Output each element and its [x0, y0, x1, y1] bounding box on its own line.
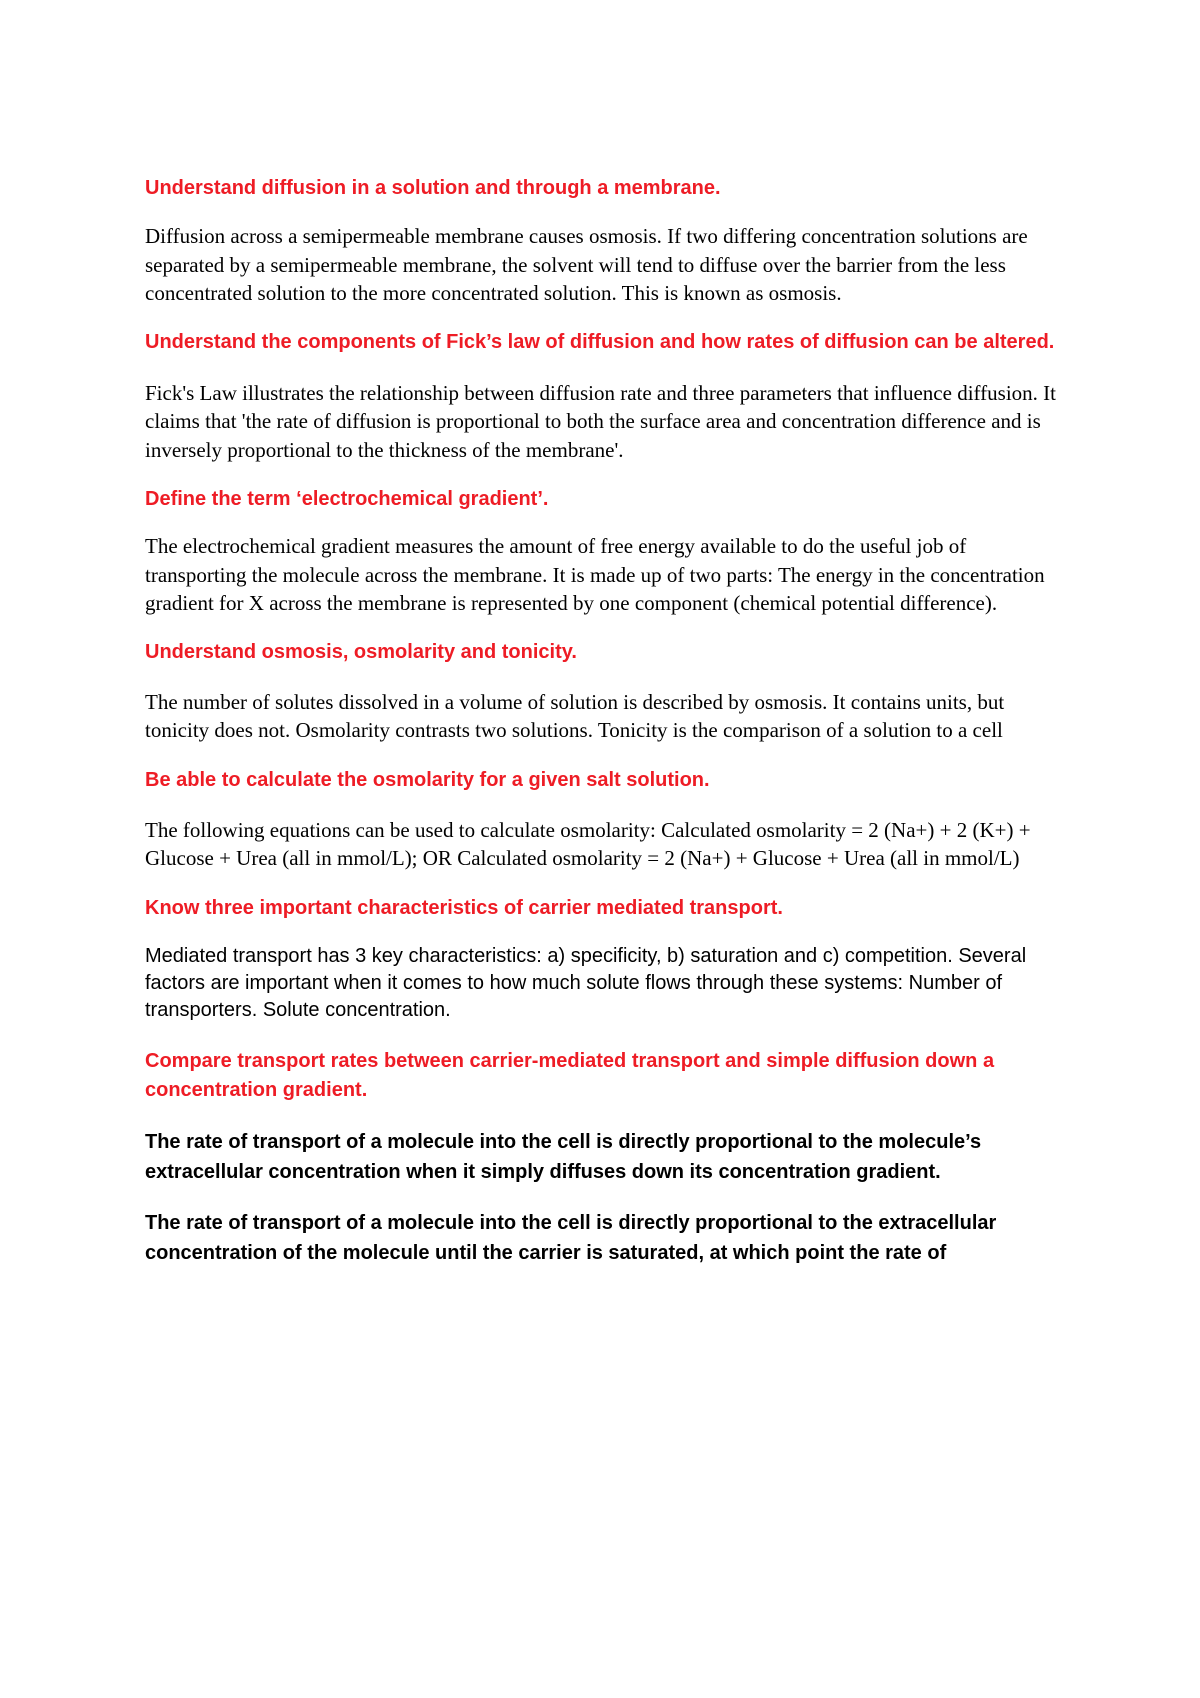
heading-osmolarity-calc: Be able to calculate the osmolarity for a given salt solution. [145, 768, 710, 791]
body-osmolarity-calc: The following equations can be used to calculate osmolarity: Calculated osmolarity = 2 (Na+) + 2 (K+) + Glucose + Urea (all in mmol/L); OR Calculated osmolarity = 2 (Na+) + Glucose + Urea (all in mmol/L) [145, 817, 1031, 870]
document-content [145, 174, 1065, 1268]
body-carrier-saturation: The rate of transport of a molecule into the cell is directly proportional to the extracellular concentration of the molecule until the carrier is saturated, at which point the rate of [145, 1211, 997, 1264]
body-ficks-law: Fick's Law illustrates the relationship between diffusion rate and three parameters that influence diffusion. It claims that 'the rate of diffusion is proportional to both the surface area and concentration difference and is inversely proportional to the thickness of the membrane'. [145, 380, 1056, 462]
heading-diffusion: Understand diffusion in a solution and through a membrane. [145, 177, 721, 199]
heading-transport-rates: Compare transport rates between carrier-mediated transport and simple diffusion down a concentration gradient. [145, 1049, 995, 1101]
body-carrier-mediated: Mediated transport has 3 key characteristics: a) specificity, b) saturation and c) competition. Several factors are important when it comes to how much solute flows through these systems: Number of transporters. Solute concentration. [145, 944, 1027, 1021]
body-electrochemical-gradient: The electrochemical gradient measures the amount of free energy available to do the useful job of transporting the molecule across the membrane. It is made up of two parts: The energy in the concentration gradient for X across the membrane is represented by one component (chemical potential difference). [145, 534, 1045, 615]
body-diffusion: Diffusion across a semipermeable membrane causes osmosis. If two differing concentration solutions are separated by a semipermeable membrane, the solvent will tend to diffuse over the barrier from the less concentrated solution to the more concentrated solution. This is known as osmosis. [145, 224, 1028, 305]
heading-osmosis-tonicity: Understand osmosis, osmolarity and tonicity. [145, 640, 577, 663]
body-simple-diffusion: The rate of transport of a molecule into the cell is directly proportional to the molecule’s extracellular concentration when it simply diffuses down its concentration gradient. [145, 1130, 982, 1183]
body-osmosis-tonicity: The number of solutes dissolved in a volume of solution is described by osmosis. It contains units, but tonicity does not. Osmolarity contrasts two solutions. Tonicity is the comparison of a solution to a cell [145, 689, 1005, 742]
heading-carrier-mediated: Know three important characteristics of carrier mediated transport. [145, 896, 783, 919]
heading-ficks-law: Understand the components of Fick’s law of diffusion and how rates of diffusion can be altered. [145, 330, 1055, 353]
heading-electrochemical-gradient: Define the term ‘electrochemical gradient’. [145, 488, 549, 510]
